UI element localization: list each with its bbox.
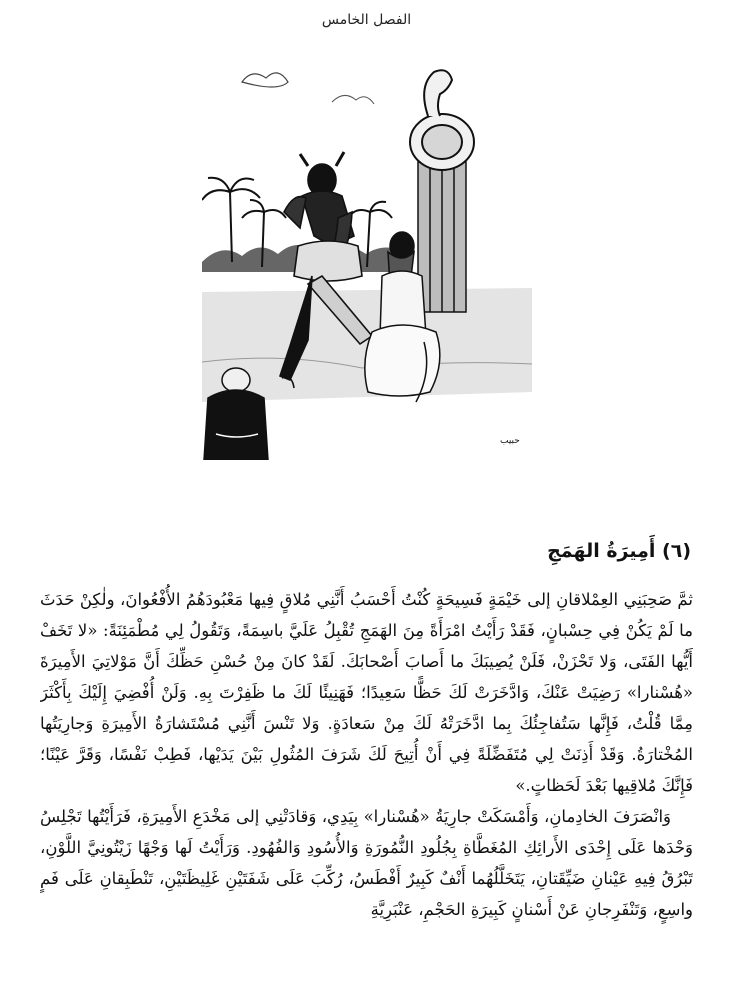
paragraph: ثمَّ صَحِبَنِي العِمْلاقانِ إلى خَيْمَةٍ فَسِيحَةٍ كُنْتُ أَحْسَبُ أَنَّنِي مُلاقٍ فِيها مَعْبُودَهُمُ الأُفْعُوانَ، ولٰكِنْ حَدَثَ ما لَمْ يَكُنْ فِي حِسْبانٍ، فَقَدْ رَأَيْتُ امْرَأَةً مِنَ الهَمَجِ تُقْبِلُ عَلَيَّ باسِمَةً، وَتَقُولُ لِي مُطْمَئِنَةً: «لا تَخَفْ أَيُّها الفَتَى، وَلا تَحْزَنْ، فَلَنْ يُصِيبَكَ ما أَصابَ أَصْحابَكَ. لَقَدْ كانَ مِنْ حُسْنِ حَظِّكَ أَنَّ مَوْلاتِيَ الأَمِيرَةَ «هُسْنارا» رَضِيَتْ عَنْكَ، وَادَّخَرَتْ لَكَ حَظًّا سَعِيدًا؛ فَهَنِيئًا لَكَ ما ظَفِرْتَ بِهِ. وَلَنْ أُفْضِيَ إِلَيْكَ بِأَكْثَرَ مِمَّا قُلْتُ، فَإِنَّها سَتُفاجِئُكَ بِما ادَّخَرَتْهُ لَكَ مِنْ سَعادَةٍ. وَلا تَنْسَ أَنَّنِي مُسْتَشارَةُ الأَمِيرَةِ وَجارِيَتُها المُخْتارَةُ. وَقَدْ أَذِنَتْ لِي مُتَفَضِّلَةً فِي أَنْ أُتِيحَ لَكَ شَرَفَ المُثُولِ بَيْنَ يَدَيْها، فَطِبْ نَفْسًا، وَقَرَّ عَيْنًا؛ فَإِنَّكَ مُلاقِيها بَعْدَ لَحَظاتٍ.»	[40, 590, 693, 795]
illustration-signature: حبيب	[500, 436, 520, 446]
paragraph: وَانْصَرَفَ الخادِمانِ، وَأَمْسَكَتْ جارِيَةُ «هُسْنارا» بِيَدِي، وَقادَتْنِي إلى مَخْدَعِ الأَمِيرَةِ، فَرَأَيْتُها تَجْلِسُ وَحْدَها عَلَى إِحْدَى الأَرائِكِ المُغَطَّاةِ بِجُلُودِ النُّمُورَةِ وَالأُسُودِ وَالفُهُودِ. وَرَأَيْتُ لَها وَجْهًا زَيْتُونِيَّ اللَّوْنِ، تَبْرُقُ فِيهِ عَيْنانِ ضَيِّقَتانِ، يَتَخَلَّلُهُما أَنْفٌ كَبِيرٌ أَفْطَسُ، رُكِّبَ عَلَى شَفَتَيْنِ غَلِيظَتَيْنِ، تَنْطَبِقانِ عَلَى فَمٍ واسِعٍ، وَتَنْفَرِجانِ عَنْ أَسْنانٍ كَبِيرَةِ الحَجْمِ، عَنْبَرِيَّةِ	[40, 807, 693, 919]
chapter-illustration	[202, 62, 532, 460]
chapter-title: (٦) أَمِيرَةُ الهَمَجِ	[547, 540, 691, 562]
chapter-body	[40, 584, 693, 994]
chapter-header: الفصل الخامس	[321, 12, 412, 28]
